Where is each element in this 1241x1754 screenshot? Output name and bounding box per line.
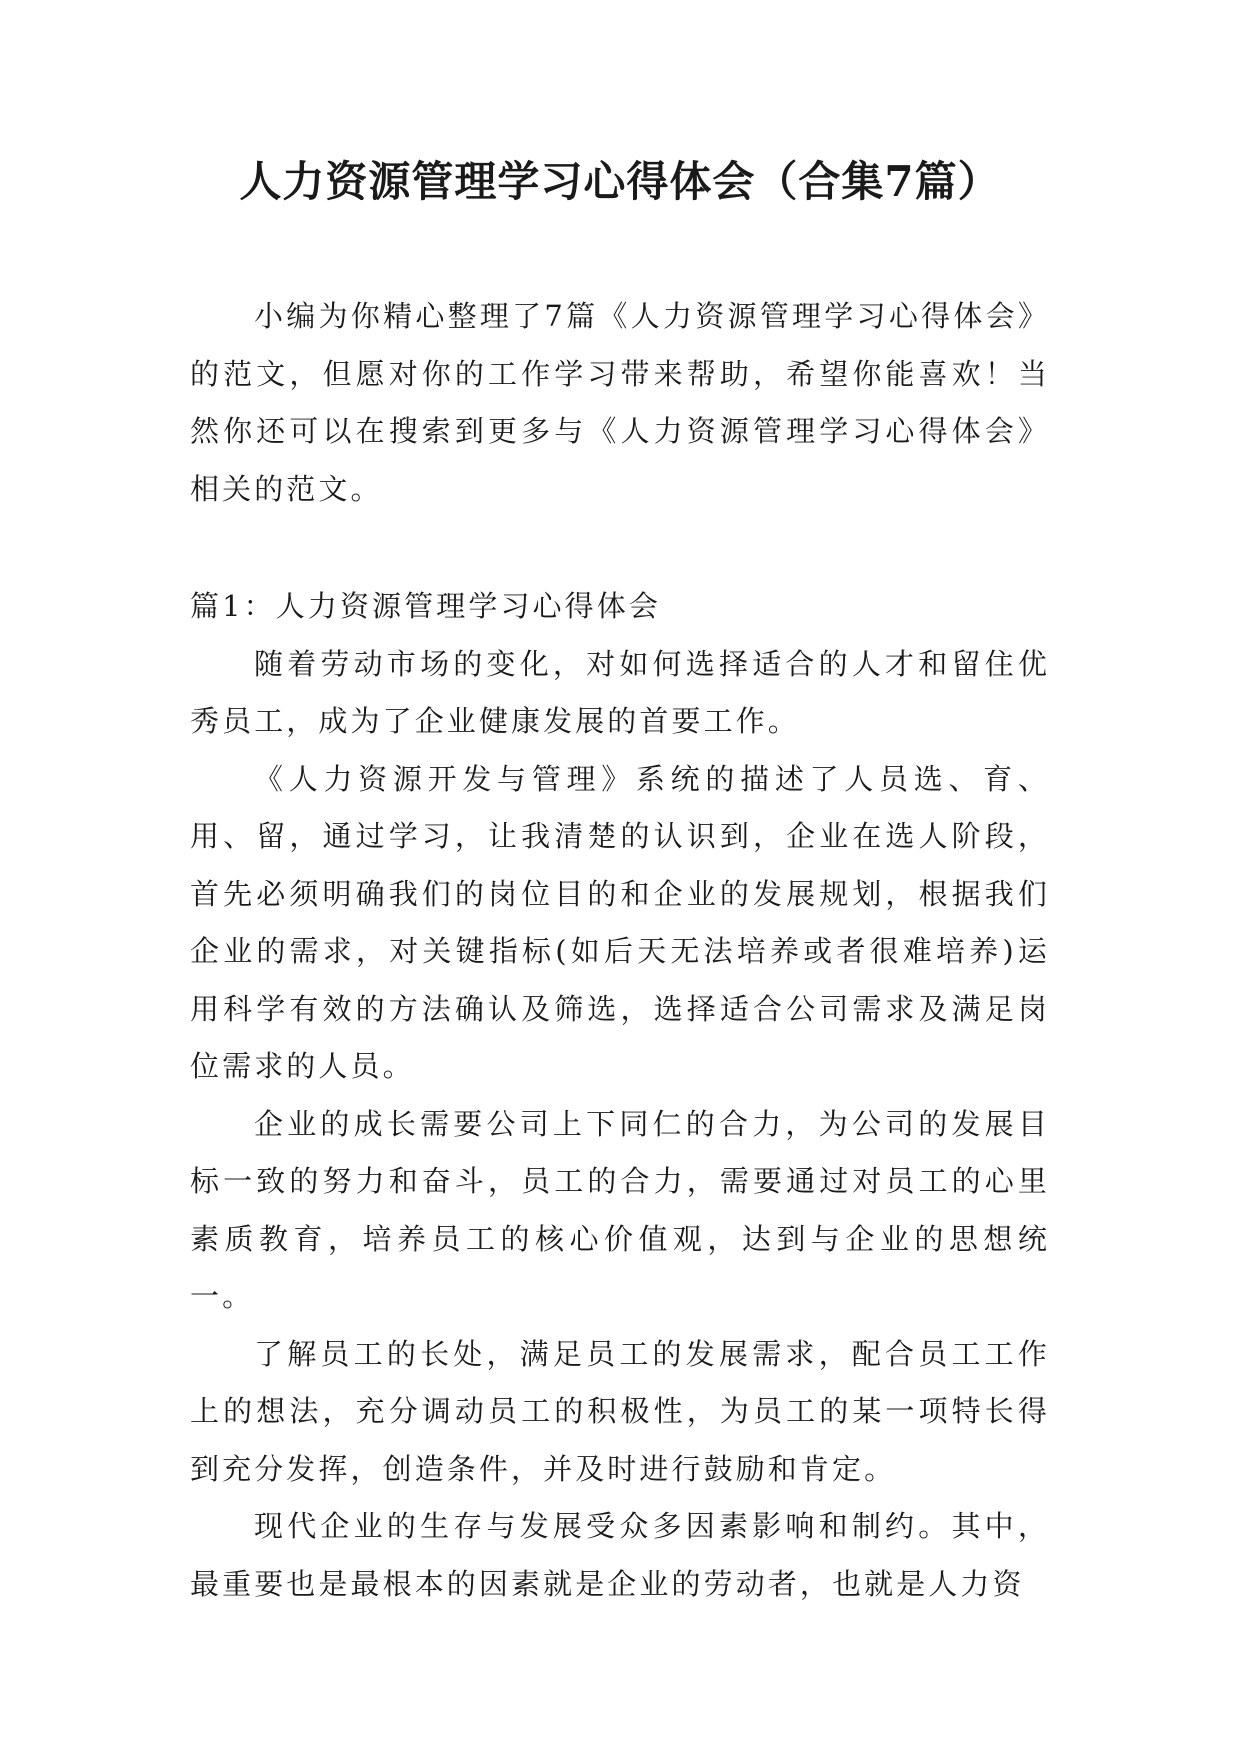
body-paragraph: 企业的成长需要公司上下同仁的合力，为公司的发展目标一致的努力和奋斗，员工的合力，需要通过对员工的心里素质教育，培养员工的核心价值观，达到与企业的思想统一。 <box>190 1106 1050 1313</box>
document-title: 人力资源管理学习心得体会（合集7篇） <box>239 157 1001 206</box>
body-paragraph: 《人力资源开发与管理》系统的描述了人员选、育、用、留，通过学习，让我清楚的认识到，企业在选人阶段，首先必须明确我们的岗位目的和企业的发展规划，根据我们企业的需求，对关键指标(如后天无法培养或者很难培养)运用科学有效的方法确认及筛选，选择适合公司需求及满足岗位需求的人员。 <box>190 761 1050 1083</box>
body-paragraph: 现代企业的生存与发展受众多因素影响和制约。其中，最重要也是最根本的因素就是企业的劳动者，也就是人力资 <box>190 1509 1050 1601</box>
section-heading: 篇1：人力资源管理学习心得体会 <box>190 589 661 623</box>
body-paragraph: 了解员工的长处，满足员工的发展需求，配合员工工作上的想法，充分调动员工的积极性，为员工的某一项特长得到充分发挥，创造条件，并及时进行鼓励和肯定。 <box>190 1336 1050 1486</box>
document-body <box>190 288 1050 1613</box>
intro-paragraph: 小编为你精心整理了7篇《人力资源管理学习心得体会》的范文，但愿对你的工作学习带来帮助，希望你能喜欢！当然你还可以在搜索到更多与《人力资源管理学习心得体会》相关的范文。 <box>190 299 1050 506</box>
body-paragraph: 随着劳动市场的变化，对如何选择适合的人才和留住优秀员工，成为了企业健康发展的首要工作。 <box>190 646 1050 738</box>
